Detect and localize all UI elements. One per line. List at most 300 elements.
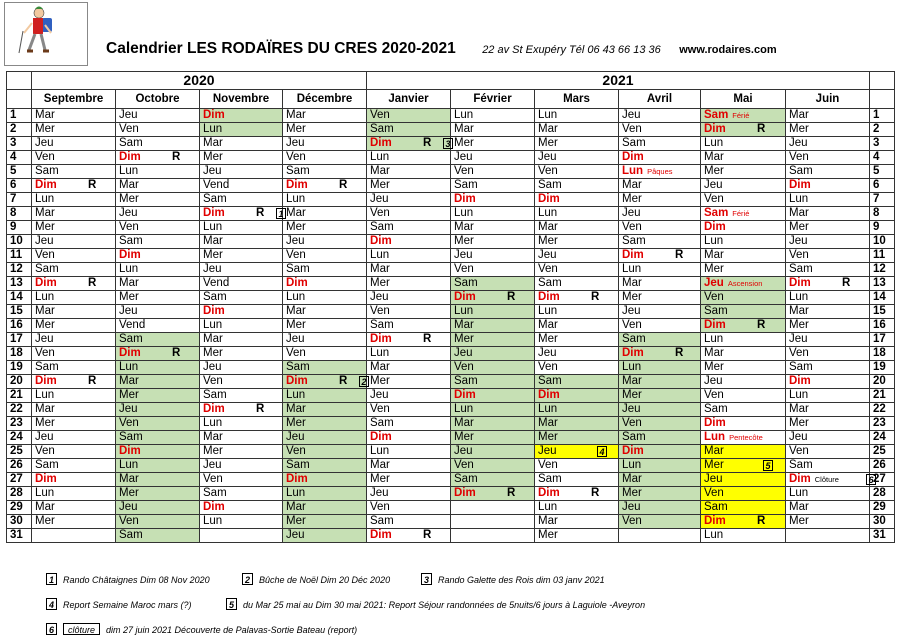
rando-marker: R [591,291,600,303]
day-name: Jeu [538,249,557,261]
day-number: 20 [7,375,32,389]
month-header: Septembre [32,90,116,109]
day-name: Dim [35,375,57,387]
day-name: Jeu [35,137,54,149]
year-2020: 2020 [32,72,367,90]
day-name: Mer [119,487,139,499]
day-name: Ven [119,515,139,527]
day-name: Jeu [119,305,138,317]
day-number: 11 [870,249,895,263]
day-cell [451,319,535,333]
rando-marker: R [256,403,265,415]
day-cell [283,235,367,249]
day-number: 24 [870,431,895,445]
day-cell [786,249,870,263]
day-cell [619,389,701,403]
day-name: Mer [704,263,724,275]
day-name: Lun [35,487,55,499]
day-name: Mer [789,221,809,233]
day-name: Ven [704,487,724,499]
day-cell [32,347,116,361]
day-row [7,151,895,165]
day-name: Mar [119,473,139,485]
day-cell [283,151,367,165]
day-cell [619,165,701,179]
day-name: Dim [286,277,308,289]
day-cell [451,263,535,277]
day-number: 27 [870,473,895,487]
day-cell [200,319,283,333]
day-name: Jeu [286,431,305,443]
day-cell [200,277,283,291]
day-cell [619,123,701,137]
day-cell [451,221,535,235]
day-name: Lun [286,389,306,401]
day-row [7,179,895,193]
day-cell [116,375,200,389]
day-note: Ascension [727,279,763,288]
day-name: Ven [286,445,306,457]
day-name: Jeu [370,193,389,205]
day-name: Mar [789,109,809,121]
day-name: Sam [35,165,59,177]
day-name: Mar [35,305,55,317]
day-cell [451,361,535,375]
day-cell [451,417,535,431]
day-cell [786,109,870,123]
day-cell [786,431,870,445]
day-cell [619,445,701,459]
day-name: Ven [286,151,306,163]
day-number: 14 [870,291,895,305]
day-name: Ven [538,263,558,275]
day-name: Mar [203,333,223,345]
day-name: Jeu [622,109,641,121]
day-name: Dim [370,431,392,443]
day-cell [619,487,701,501]
day-cell [451,529,535,543]
day-cell [701,487,786,501]
day-name: Dim [203,207,225,219]
day-name: Ven [454,165,474,177]
day-cell [701,221,786,235]
day-name: Sam [622,431,646,443]
day-number: 29 [7,501,32,515]
day-cell [619,319,701,333]
day-cell [451,291,535,305]
day-cell [451,347,535,361]
day-name: Sam [538,375,562,387]
day-name: Mer [370,277,390,289]
day-cell [116,165,200,179]
day-name: Dim [704,515,726,527]
day-name: Jeu [622,305,641,317]
day-name: Mer [203,249,223,261]
day-cell [786,375,870,389]
header [106,40,777,58]
day-cell [701,277,786,291]
day-name: Mer [35,417,55,429]
day-number: 25 [870,445,895,459]
day-name: Mar [538,417,558,429]
day-cell [116,207,200,221]
day-cell [32,501,116,515]
day-row [7,529,895,543]
day-cell [283,347,367,361]
day-number: 21 [870,389,895,403]
day-cell [451,305,535,319]
day-name: Dim [622,445,644,457]
day-row [7,375,895,389]
day-name: Mer [370,375,390,387]
day-cell [367,431,451,445]
day-number: 26 [7,459,32,473]
day-number: 30 [7,515,32,529]
day-name: Lun [203,221,223,233]
day-cell [701,319,786,333]
day-name: Mer [454,137,474,149]
day-cell [786,221,870,235]
day-cell [116,109,200,123]
footnote-2: 2 Bûche de Noël Dim 20 Déc 2020 [242,573,390,585]
day-row [7,515,895,529]
day-cell [367,109,451,123]
day-cell [367,319,451,333]
day-cell [32,305,116,319]
day-cell [701,445,786,459]
day-cell [116,403,200,417]
day-number: 2 [870,123,895,137]
day-number: 13 [7,277,32,291]
day-cell [786,473,874,487]
day-name: Ven [789,445,809,457]
day-name: Dim [286,179,308,191]
day-cell [283,137,367,151]
rando-marker: R [423,137,432,149]
day-cell [367,473,451,487]
day-name: Ven [454,361,474,373]
day-number: 18 [7,347,32,361]
day-cell [786,263,870,277]
day-name: Lun [286,487,306,499]
day-cell [283,375,367,389]
day-name: Lun [203,319,223,331]
day-cell [701,515,786,529]
day-cell [701,207,786,221]
day-cell [32,207,116,221]
day-cell [283,445,367,459]
day-name: Lun [704,137,724,149]
day-number: 23 [870,417,895,431]
day-name: Jeu [286,333,305,345]
day-name: Lun [454,207,474,219]
day-cell [367,445,451,459]
day-cell [701,431,786,445]
day-number: 7 [7,193,32,207]
day-name: Mar [704,445,724,457]
day-cell [619,375,701,389]
day-cell [200,221,283,235]
day-cell [535,319,619,333]
day-name: Ven [203,473,223,485]
day-name: Dim [35,179,57,191]
day-name: Ven [789,151,809,163]
day-name: Sam [370,515,394,527]
day-name: Sam [119,235,143,247]
day-cell [701,305,786,319]
day-name: Ven [35,445,55,457]
day-cell [701,333,786,347]
day-cell [283,487,367,501]
day-name: Jeu [370,389,389,401]
day-number: 8 [7,207,32,221]
day-cell [200,235,283,249]
day-name: Jeu [119,207,138,219]
day-number: 22 [870,403,895,417]
day-cell [200,179,283,193]
day-name: Sam [203,487,227,499]
day-cell [451,207,535,221]
day-cell [367,305,451,319]
day-cell [367,291,451,305]
day-name: Mer [286,319,306,331]
day-name: Dim [704,123,726,135]
month-header: Décembre [283,90,367,109]
rando-marker: R [339,179,348,191]
day-name: Mer [203,445,223,457]
day-number: 25 [7,445,32,459]
day-cell [535,389,619,403]
day-cell [32,137,116,151]
day-name: Lun [538,207,558,219]
day-name: Lun [622,459,642,471]
day-row [7,347,895,361]
rando-marker: R [757,123,766,135]
day-number: 3 [7,137,32,151]
day-name: Lun [704,529,724,541]
day-row [7,431,895,445]
day-name: Mer [370,473,390,485]
day-name: Jeu [538,445,557,457]
day-note: Pâques [647,167,673,176]
day-name: Dim [370,137,392,149]
day-name: Lun [119,361,139,373]
day-name: Sam [454,179,478,191]
day-name: Lun [622,361,642,373]
day-name: Dim [454,389,476,401]
day-cell [619,109,701,123]
day-name: Ven [538,165,558,177]
day-cell [535,529,619,543]
day-cell [786,347,870,361]
day-name: Lun [538,403,558,415]
rando-marker: R [842,277,851,289]
day-name: Sam [622,235,646,247]
day-number: 17 [7,333,32,347]
day-row [7,403,895,417]
day-name: Sam [286,263,310,275]
day-name: Lun [286,193,306,205]
day-cell [786,319,870,333]
day-cell [535,165,619,179]
day-cell [116,319,200,333]
day-name: Jeu [203,459,222,471]
day-name: Mar [286,109,306,121]
day-cell [283,529,367,543]
day-name: Dim [704,319,726,331]
day-cell [701,249,786,263]
day-name: Sam [704,207,729,219]
day-name: Mer [789,515,809,527]
day-name: Dim [35,277,57,289]
day-name: Ven [704,291,724,303]
footnote-ref: 6 [866,474,876,485]
day-cell [786,179,870,193]
day-cell [701,361,786,375]
day-cell [200,417,283,431]
day-name: Mer [119,291,139,303]
day-cell [283,431,367,445]
day-cell [32,235,116,249]
month-header: Janvier [367,90,451,109]
day-name: Sam [789,165,813,177]
day-cell [535,333,619,347]
day-number: 27 [7,473,32,487]
day-name: Sam [370,319,394,331]
day-cell [451,137,535,151]
footnote-5: 5 du Mar 25 mai au Dim 30 mai 2021: Report Séjour randonnées de 5nuits/6 jours à Laguiole -Aveyron [226,598,645,610]
day-cell [619,333,701,347]
day-cell [200,459,283,473]
day-name: Dim [704,417,726,429]
day-name: Jeu [203,165,222,177]
club-logo-hiker [4,2,88,66]
day-name: Jeu [622,403,641,415]
day-name: Dim [454,291,476,303]
day-number: 19 [870,361,895,375]
day-cell [32,263,116,277]
day-row [7,305,895,319]
footnote-ref: 2 [359,376,369,387]
day-name: Sam [35,459,59,471]
day-name: Dim [119,151,141,163]
day-cell [367,361,451,375]
day-name: Ven [538,459,558,471]
day-row [7,277,895,291]
day-name: Mer [35,123,55,135]
day-name: Mar [622,375,642,387]
day-name: Ven [622,319,642,331]
day-cell [535,109,619,123]
day-name: Mar [789,403,809,415]
day-name: Jeu [622,207,641,219]
day-cell [619,431,701,445]
day-cell [283,207,367,221]
day-name: Mar [203,235,223,247]
day-name: Dim [119,347,141,359]
day-name: Jeu [203,361,222,373]
day-name: Dim [119,249,141,261]
footnote-ref: 4 [597,446,607,457]
day-name: Lun [203,515,223,527]
day-name: Dim [119,445,141,457]
day-number: 1 [7,109,32,123]
day-cell [116,123,200,137]
day-name: Mer [35,221,55,233]
day-name: Dim [789,473,811,485]
day-row [7,165,895,179]
day-cell [367,529,451,543]
day-name: Ven [454,459,474,471]
day-cell [701,459,786,473]
footnote-ref: 3 [443,138,453,149]
day-cell [701,109,786,123]
day-cell [367,263,451,277]
day-row [7,445,895,459]
day-cell [116,179,200,193]
day-cell [619,179,701,193]
day-name: Mar [454,123,474,135]
day-cell [786,403,870,417]
day-number: 6 [7,179,32,193]
day-name: Ven [35,347,55,359]
day-name: Dim [789,375,811,387]
day-cell [367,389,451,403]
day-cell [451,445,535,459]
day-cell [200,109,283,123]
day-cell [786,277,870,291]
day-number: 15 [870,305,895,319]
day-name: Dim [622,347,644,359]
day-row [7,333,895,347]
day-cell [116,193,200,207]
day-cell [283,319,367,333]
day-cell [451,193,535,207]
day-number: 6 [870,179,895,193]
day-name: Mer [538,137,558,149]
day-number: 12 [7,263,32,277]
day-cell [32,277,116,291]
day-name: Lun [622,165,644,177]
day-name: Mar [35,109,55,121]
rando-marker: R [591,487,600,499]
day-row [7,361,895,375]
day-name: Sam [704,403,728,415]
month-header: Mars [535,90,619,109]
day-cell [283,305,367,319]
day-number: 14 [7,291,32,305]
day-name: Ven [622,515,642,527]
day-name: Mer [286,221,306,233]
day-row [7,263,895,277]
day-cell [619,515,701,529]
footnote-ref: 5 [763,460,773,471]
day-name: Sam [119,529,143,541]
day-cell [701,501,786,515]
day-name: Lun [35,389,55,401]
day-name: Dim [538,389,560,401]
day-name: Dim [789,179,811,191]
day-number: 7 [870,193,895,207]
day-cell [367,249,451,263]
day-cell [116,459,200,473]
day-name: Ven [286,249,306,261]
day-cell [619,249,701,263]
day-name: Lun [119,263,139,275]
day-name: Mer [370,179,390,191]
day-cell [116,277,200,291]
day-cell [619,501,701,515]
